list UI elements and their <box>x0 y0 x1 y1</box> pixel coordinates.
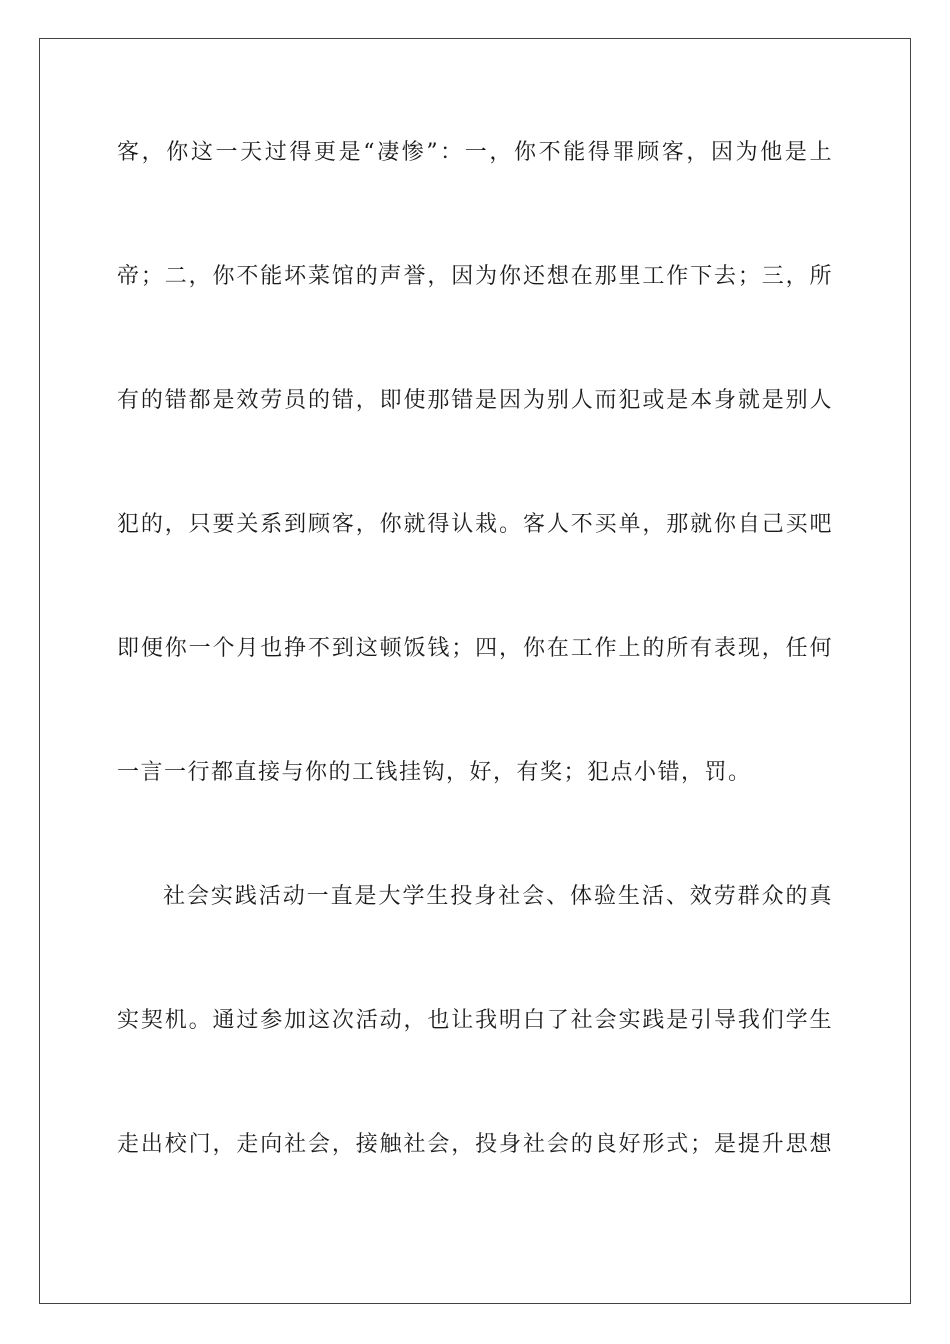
body-text-line-3: 有的错都是效劳员的错，即使那错是因为别人而犯或是本身就是别人 <box>117 388 833 413</box>
body-text-line-5: 即便你一个月也挣不到这顿饭钱；四，你在工作上的所有表现，任何 <box>117 636 833 661</box>
paragraph-2-line-2: 实契机。通过参加这次活动，也让我明白了社会实践是引导我们学生 <box>117 1008 833 1033</box>
body-text-line-6: 一言一行都直接与你的工钱挂钩，好，有奖；犯点小错，罚。 <box>117 760 752 785</box>
paragraph-2-line-3: 走出校门，走向社会，接触社会，投身社会的良好形式；是提升思想 <box>117 1132 833 1157</box>
body-text-line-2: 帝；二，你不能坏菜馆的声誉，因为你还想在那里工作下去；三，所 <box>117 264 833 289</box>
paragraph-2-line-1: 社会实践活动一直是大学生投身社会、体验生活、效劳群众的真 <box>163 884 833 909</box>
body-text-line-4: 犯的，只要关系到顾客，你就得认栽。客人不买单，那就你自己买吧 <box>117 512 833 537</box>
page-border <box>39 38 911 1304</box>
body-text-line-1: 客，你这一天过得更是“凄惨”：一，你不能得罪顾客，因为他是上 <box>117 140 833 165</box>
